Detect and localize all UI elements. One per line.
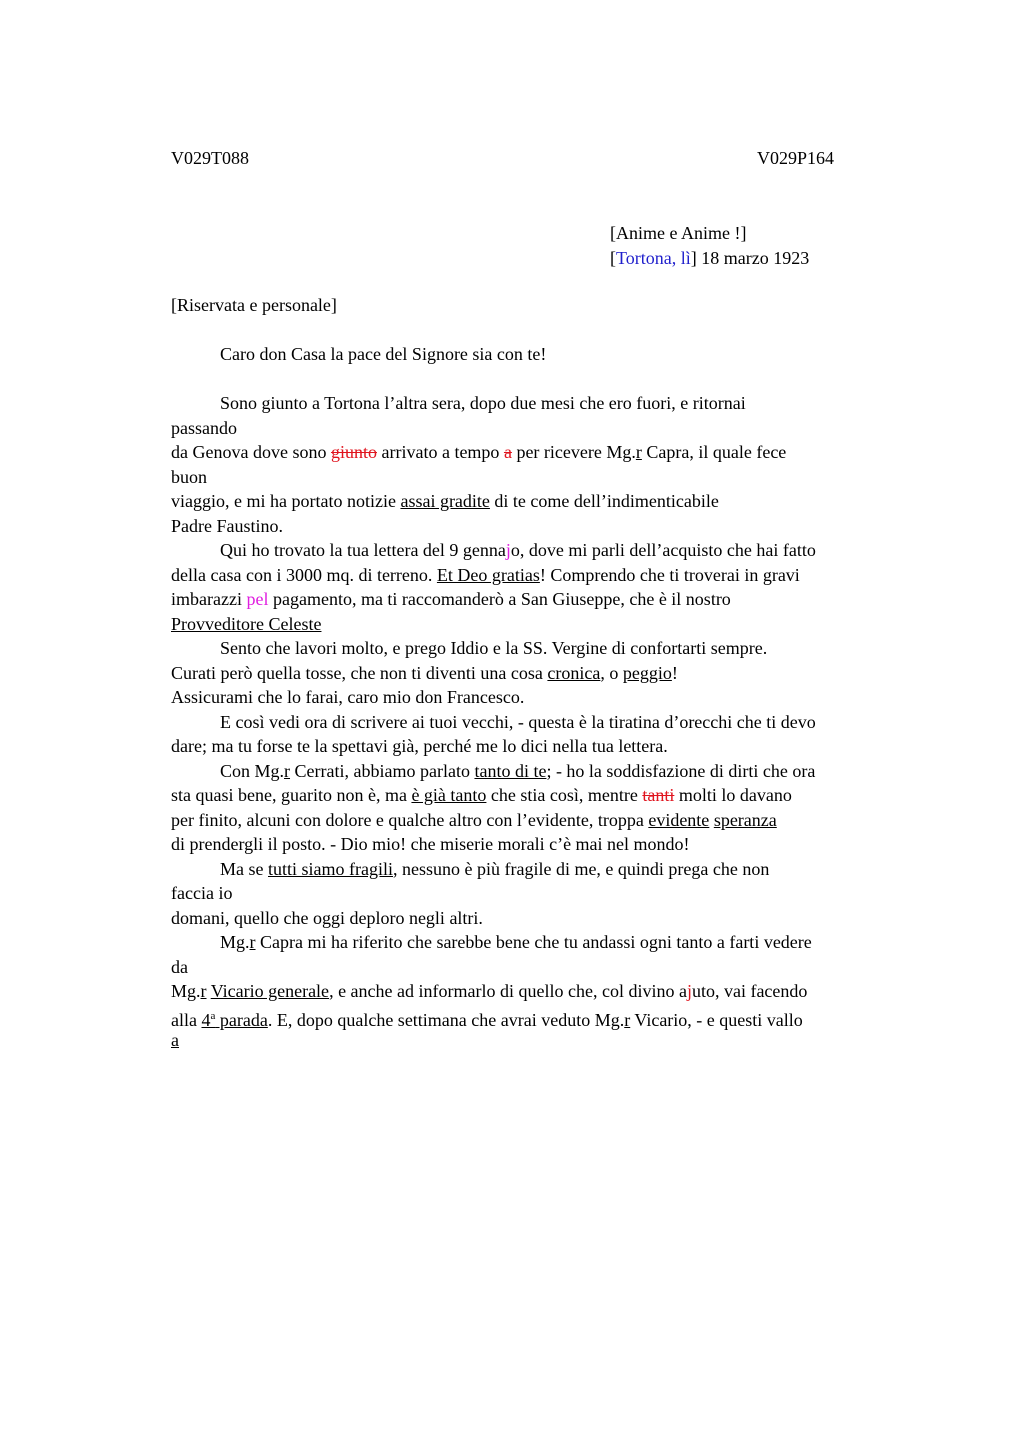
paragraph-5-line: sta quasi bene, guarito non è, ma è già tanto che stia così, mentre tanti molti lo davano xyxy=(171,785,792,805)
paragraph-1-line: viaggio, e mi ha portato notizie assai gradite di te come dell’indimenticabile xyxy=(171,491,719,511)
letter-date: ] 18 marzo 1923 xyxy=(690,247,810,268)
paragraph-2-line: della casa con i 3000 mq. di terreno. Et Deo gratias! Comprendo che ti troverai in gravi xyxy=(171,564,800,585)
paragraph-6-line: Ma se tutti siamo fragili, nessuno è più fragile di me, e quindi prega che non xyxy=(220,858,770,879)
confidential-note: [Riservata e personale] xyxy=(171,295,337,315)
greeting: Caro don Casa la pace del Signore sia con te! xyxy=(220,344,547,364)
underlined-text: Et Deo gratias xyxy=(436,564,540,585)
paragraph-2-line xyxy=(171,612,907,637)
paragraph-4-line: dare; ma tu forse te la spettavi già, perché me lo dici nella tua lettera. xyxy=(171,736,668,756)
underlined-text: tutti siamo fragili xyxy=(268,858,393,879)
deleted-word: tanti xyxy=(642,785,675,805)
deleted-word: giunto xyxy=(330,442,377,462)
paragraph-6-line: faccia io xyxy=(171,883,233,903)
deleted-word: a xyxy=(503,442,512,462)
paragraph-4-line: E così vedi ora di scrivere ai tuoi vecchi, - questa è la tiratina d’orecchi che ti devo xyxy=(220,711,816,732)
letter-place-date xyxy=(610,246,809,271)
underlined-text: cronica xyxy=(547,662,601,683)
underlined-text: speranza xyxy=(713,809,777,830)
highlighted-letter: j xyxy=(505,540,511,560)
document-reference-left: V029T088 xyxy=(171,148,249,168)
underlined-text: è già tanto xyxy=(411,785,487,805)
paragraph-7-line: alla 4$^a$ parada. E, dopo qualche settimana che avrai veduto Mg.r Vicario, - e questi vallo xyxy=(171,1009,803,1030)
underlined-text: Vicario generale xyxy=(210,981,330,1001)
underlined-text: evidente xyxy=(648,809,710,830)
paragraph-6-line: domani, quello che oggi deploro negli altri. xyxy=(171,907,483,928)
paragraph-3-line: Sento che lavori molto, e prego Iddio e la SS. Vergine di confortarti sempre. xyxy=(220,638,768,658)
paragraph-5-line: Con Mg.r Cerrati, abbiamo parlato tanto di te; - ho la soddisfazione di dirti che ora xyxy=(220,760,816,781)
underlined-text: tanto di te xyxy=(474,760,547,781)
letter-title: [Anime e Anime !] xyxy=(610,223,747,243)
highlighted-word: pel xyxy=(246,589,269,609)
paragraph-5-line: per finito, alcuni con dolore e qualche altro con l’evidente, troppa evidente speranza xyxy=(171,809,777,830)
paragraph-2-line: imbarazzi pel pagamento, ma ti raccomanderò a San Giuseppe, che è il nostro xyxy=(171,589,731,609)
underlined-text: Provveditore Celeste xyxy=(171,613,322,634)
underlined-text: peggio xyxy=(622,662,672,683)
paragraph-1-line: Sono giunto a Tortona l’altra sera, dopo due mesi che ero fuori, e ritornai xyxy=(220,393,746,413)
paragraph-2-line: Qui ho trovato la tua lettera del 9 gennajo, dove mi parli dell’acquisto che hai fatto xyxy=(220,540,816,560)
paragraph-1-line: Padre Faustino. xyxy=(171,515,283,536)
letter-heading xyxy=(610,221,809,270)
paragraph-7-line xyxy=(171,1028,907,1053)
paragraph-3-line: Assicurami che lo farai, caro mio don Francesco. xyxy=(171,687,525,707)
paragraph-3-line: Curati però quella tosse, che non ti diventi una cosa cronica, o peggio! xyxy=(171,662,678,683)
paragraph-1-line: passando xyxy=(171,417,237,438)
paragraph-7-line: da xyxy=(171,956,188,977)
letter-body xyxy=(171,293,907,1053)
place-bracket-open: [ xyxy=(610,247,616,268)
document-reference-right: V029P164 xyxy=(757,148,835,168)
letter-place: Tortona, lì xyxy=(616,247,691,268)
underlined-text: 4$^a$ parada xyxy=(201,1009,268,1030)
underlined-text: a xyxy=(171,1030,179,1050)
underlined-text: assai gradite xyxy=(400,491,490,511)
highlighted-letter: j xyxy=(686,981,692,1001)
paragraph-5-line: di prendergli il posto. - Dio mio! che miserie morali c’è mai nel mondo! xyxy=(171,834,690,854)
paragraph-7-line: Mg.r Vicario generale, e anche ad informarlo di quello che, col divino ajuto, vai facendo xyxy=(171,981,808,1001)
paragraph-1-line: da Genova dove sono giunto arrivato a tempo a per ricevere Mg.r Capra, il quale fece xyxy=(171,442,787,462)
paragraph-1-line: buon xyxy=(171,466,207,487)
paragraph-7-line: Mg.r Capra mi ha riferito che sarebbe bene che tu andassi ogni tanto a farti vedere xyxy=(220,932,812,952)
